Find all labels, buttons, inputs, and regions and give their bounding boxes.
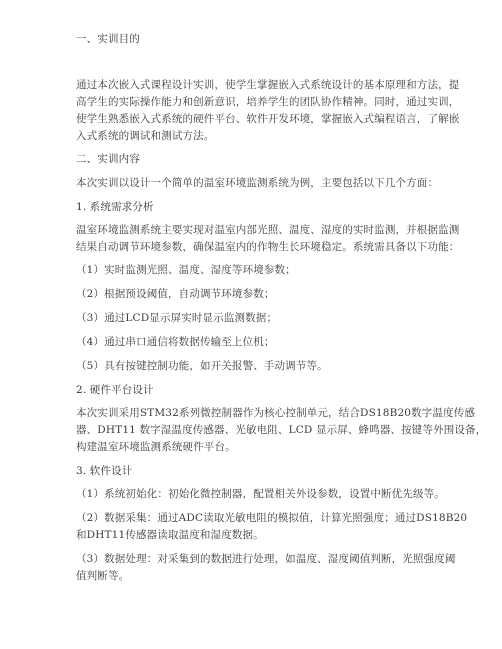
sub1-item-5: （5）具有按键控制功能，如开关报警、手动调节等。 xyxy=(76,360,328,372)
section1-paragraph-line-4: 入式系统的调试和测试方法。 xyxy=(76,130,215,142)
sub2-heading: 2. 硬件平台设计 xyxy=(76,384,154,396)
section1-heading: 一、实训目的 xyxy=(76,33,140,45)
sub3-heading: 3. 软件设计 xyxy=(76,465,133,477)
sub1-item-1: （1）实时监测光照、温度、湿度等环境参数； xyxy=(76,264,296,276)
section1-paragraph-line-3: 使学生熟悉嵌入式系统的硬件平台、软件开发环境，掌握嵌入式编程语言，了解嵌 xyxy=(76,113,460,125)
sub3-item-1: （1）系统初始化：初始化微控制器，配置相关外设参数，设置中断优先级等。 xyxy=(76,488,445,500)
sub1-item-4: （4）通过串口通信将数据传输至上位机； xyxy=(76,336,275,348)
sub2-paragraph-line-1: 本次实训采用STM32系列微控制器作为核心控制单元，结合DS18B20数字温度传感 xyxy=(76,407,476,419)
sub1-item-2: （2）根据预设阈值，自动调节环境参数； xyxy=(76,288,275,300)
sub1-paragraph-line-1: 温室环境监测系统主要实现对温室内部光照、温度、湿度的实时监测，并根据监测 xyxy=(76,224,460,236)
section1-paragraph-line-2: 高学生的实际操作能力和创新意识，培养学生的团队协作精神。同时，通过实训， xyxy=(76,96,460,108)
sub1-item-3: （3）通过LCD显示屏实时显示监测数据； xyxy=(76,312,278,324)
sub2-paragraph-line-3: 构建温室环境监测系统硬件平台。 xyxy=(76,441,236,453)
sub3-item-3-line-1: （3）数据处理：对采集到的数据进行处理，如温度、湿度阈值判断，光照强度阈 xyxy=(76,553,456,565)
sub2-paragraph-line-2: 器、DHT11 数字湿温度传感器、光敏电阻、LCD 显示屏、蜂鸣器、按键等外围设备， xyxy=(76,424,487,436)
section1-paragraph-line-1: 通过本次嵌入式课程设计实训，使学生掌握嵌入式系统设计的基本原理和方法，提 xyxy=(76,79,460,91)
section2-heading: 二、实训内容 xyxy=(76,153,140,165)
sub1-paragraph-line-2: 结果自动调节环境参数，确保温室内的作物生长环境稳定。系统需具备以下功能： xyxy=(76,241,460,253)
sub1-heading: 1. 系统需求分析 xyxy=(76,201,154,213)
sub3-item-3-line-2: 值判断等。 xyxy=(76,570,130,582)
sub3-item-2-line-2: 和DHT11传感器读取温度和湿度数据。 xyxy=(76,529,264,541)
sub3-item-2-line-1: （2）数据采集：通过ADC读取光敏电阻的模拟值，计算光照强度；通过DS18B20 xyxy=(76,512,468,524)
section2-intro: 本次实训以设计一个简单的温室环境监测系统为例，主要包括以下几个方面： xyxy=(76,177,439,189)
